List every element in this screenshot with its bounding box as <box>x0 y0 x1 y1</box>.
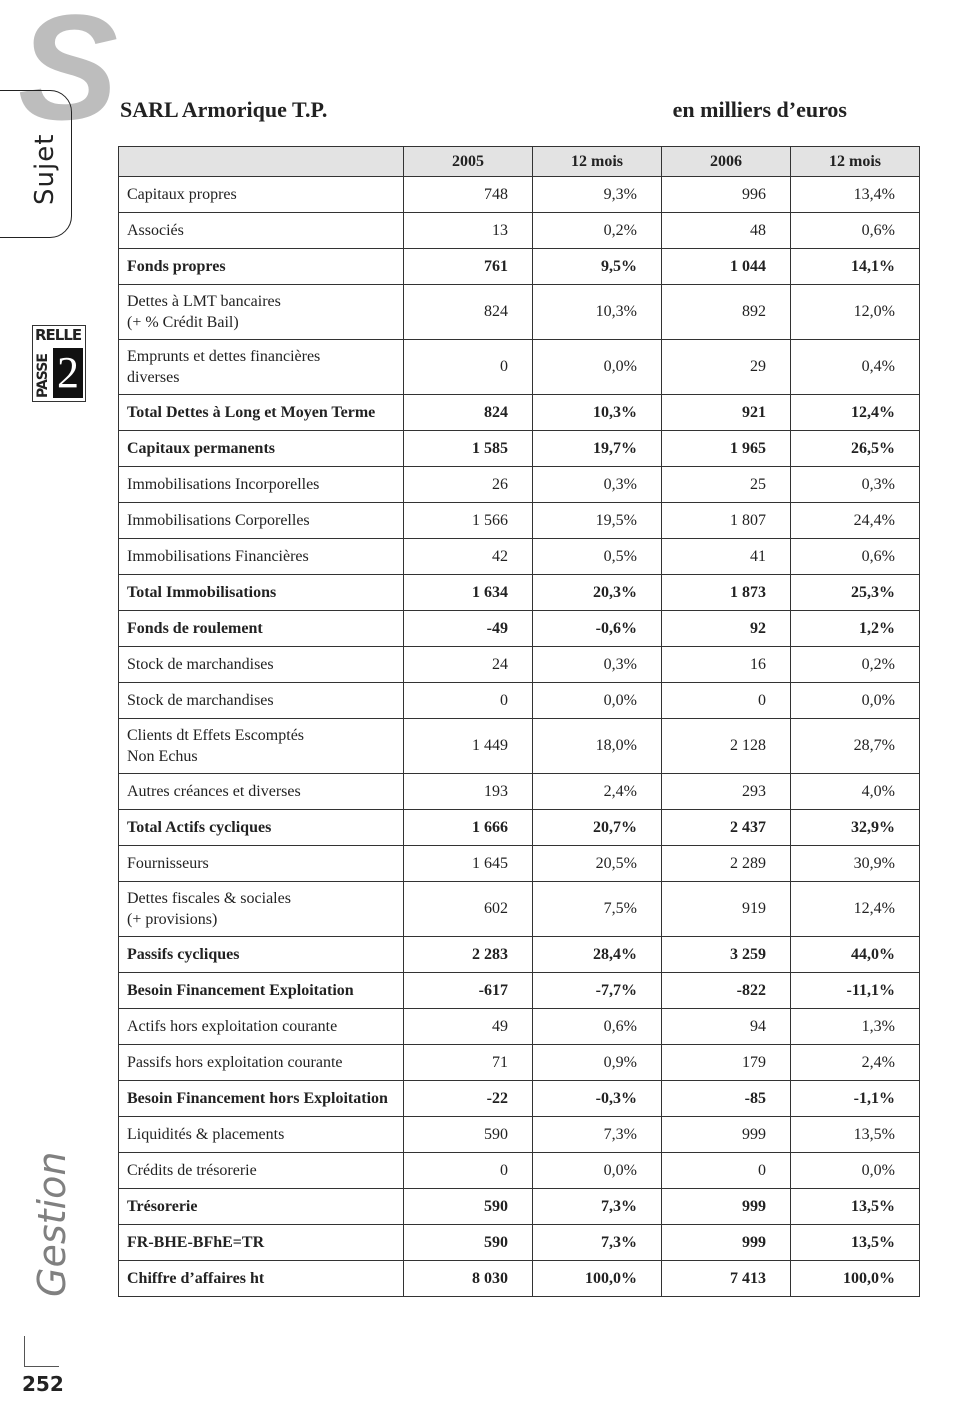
percent-2005: 0,0% <box>533 340 662 395</box>
percent-2005: 0,3% <box>533 647 662 683</box>
value-2006: 1 044 <box>662 249 791 285</box>
row-label-line: Emprunts et dettes financières <box>127 348 321 365</box>
value-2005: -22 <box>404 1081 533 1117</box>
value-2006: 1 807 <box>662 503 791 539</box>
table-row <box>119 774 920 810</box>
percent-2006: 12,4% <box>791 882 920 937</box>
value-2005: 2 283 <box>404 937 533 973</box>
value-2006: 16 <box>662 647 791 683</box>
percent-2006: 0,2% <box>791 647 920 683</box>
table-row <box>119 1081 920 1117</box>
percent-2005: 7,3% <box>533 1189 662 1225</box>
table-row <box>119 213 920 249</box>
subject-label: Gestion <box>30 1151 74 1297</box>
percent-2006: 0,0% <box>791 1153 920 1189</box>
table-row <box>119 937 920 973</box>
page-number: 252 <box>22 1372 64 1396</box>
row-label-line: Fonds propres <box>127 258 226 275</box>
table-row <box>119 1225 920 1261</box>
value-2006: 25 <box>662 467 791 503</box>
column-header: 12 mois <box>791 147 920 177</box>
value-2006: 0 <box>662 1153 791 1189</box>
row-label-line: FR-BHE-BFhE=TR <box>127 1234 265 1251</box>
table-row <box>119 431 920 467</box>
table-row <box>119 467 920 503</box>
row-label <box>119 431 404 467</box>
percent-2005: 20,5% <box>533 846 662 882</box>
percent-2006: -11,1% <box>791 973 920 1009</box>
value-2005: 824 <box>404 285 533 340</box>
percent-2005: 0,0% <box>533 1153 662 1189</box>
percent-2006: 0,6% <box>791 539 920 575</box>
percent-2006: 13,4% <box>791 177 920 213</box>
row-label <box>119 249 404 285</box>
value-2005: 748 <box>404 177 533 213</box>
percent-2005: 100,0% <box>533 1261 662 1297</box>
percent-2005: 0,2% <box>533 213 662 249</box>
percent-2006: 0,4% <box>791 340 920 395</box>
value-2006: 2 289 <box>662 846 791 882</box>
value-2005: 590 <box>404 1225 533 1261</box>
value-2005: 590 <box>404 1117 533 1153</box>
row-label-line: diverses <box>127 369 180 386</box>
row-label-line: Non Echus <box>127 748 198 765</box>
row-label-line: Total Immobilisations <box>127 584 277 601</box>
value-2005: 1 634 <box>404 575 533 611</box>
percent-2005: 18,0% <box>533 719 662 774</box>
table-row <box>119 810 920 846</box>
row-label <box>119 774 404 810</box>
value-2005: -49 <box>404 611 533 647</box>
value-2005: 1 585 <box>404 431 533 467</box>
value-2005: -617 <box>404 973 533 1009</box>
percent-2005: 0,6% <box>533 1009 662 1045</box>
value-2005: 193 <box>404 774 533 810</box>
row-label <box>119 882 404 937</box>
row-label-line: Total Actifs cycliques <box>127 819 272 836</box>
value-2005: 49 <box>404 1009 533 1045</box>
value-2006: 999 <box>662 1117 791 1153</box>
row-label-line: Capitaux permanents <box>127 440 276 457</box>
row-label-line: Capitaux propres <box>127 186 237 203</box>
table-row <box>119 846 920 882</box>
value-2006: 92 <box>662 611 791 647</box>
value-2005: 13 <box>404 213 533 249</box>
row-label-line: Immobilisations Incorporelles <box>127 476 320 493</box>
table-row <box>119 249 920 285</box>
row-label <box>119 937 404 973</box>
table-row <box>119 1189 920 1225</box>
column-header: 2006 <box>662 147 791 177</box>
table-row <box>119 647 920 683</box>
value-2005: 71 <box>404 1045 533 1081</box>
section-letter-s: S <box>18 0 119 151</box>
value-2005: 24 <box>404 647 533 683</box>
percent-2005: 10,3% <box>533 395 662 431</box>
balance-table <box>118 146 920 1297</box>
row-label-line: Chiffre d’affaires ht <box>127 1270 265 1287</box>
value-2006: 0 <box>662 683 791 719</box>
percent-2006: 4,0% <box>791 774 920 810</box>
row-label <box>119 340 404 395</box>
row-label <box>119 503 404 539</box>
badge-number: 2 <box>53 348 83 398</box>
percent-2006: 44,0% <box>791 937 920 973</box>
value-2005: 26 <box>404 467 533 503</box>
table-row <box>119 882 920 937</box>
table-row <box>119 1117 920 1153</box>
passerelle-badge <box>32 325 86 402</box>
percent-2005: 19,5% <box>533 503 662 539</box>
percent-2005: 9,5% <box>533 249 662 285</box>
value-2005: 8 030 <box>404 1261 533 1297</box>
row-label-line: Immobilisations Corporelles <box>127 512 310 529</box>
table-row <box>119 1045 920 1081</box>
percent-2005: -7,7% <box>533 973 662 1009</box>
value-2006: 2 437 <box>662 810 791 846</box>
row-label-line: Clients dt Effets Escomptés <box>127 727 305 744</box>
row-label <box>119 973 404 1009</box>
row-label <box>119 1189 404 1225</box>
row-label-line: Trésorerie <box>127 1198 198 1215</box>
table-row <box>119 683 920 719</box>
row-label <box>119 539 404 575</box>
row-label-line: Fournisseurs <box>127 855 209 872</box>
value-2006: 3 259 <box>662 937 791 973</box>
table-row <box>119 575 920 611</box>
row-label <box>119 683 404 719</box>
row-label <box>119 810 404 846</box>
value-2006: 921 <box>662 395 791 431</box>
percent-2006: 0,6% <box>791 213 920 249</box>
row-label <box>119 1045 404 1081</box>
table-row <box>119 285 920 340</box>
page-title: SARL Armorique T.P. <box>120 97 328 122</box>
percent-2006: 1,2% <box>791 611 920 647</box>
value-2006: 48 <box>662 213 791 249</box>
column-header: 12 mois <box>533 147 662 177</box>
row-label-line: Immobilisations Financières <box>127 548 309 565</box>
value-2005: 0 <box>404 683 533 719</box>
percent-2005: 0,0% <box>533 683 662 719</box>
table-row <box>119 611 920 647</box>
value-2005: 0 <box>404 1153 533 1189</box>
value-2006: 41 <box>662 539 791 575</box>
value-2006: 999 <box>662 1225 791 1261</box>
percent-2005: 9,3% <box>533 177 662 213</box>
percent-2006: 13,5% <box>791 1189 920 1225</box>
value-2005: 1 566 <box>404 503 533 539</box>
value-2005: 761 <box>404 249 533 285</box>
row-label-line: (+ provisions) <box>127 911 218 928</box>
table-row <box>119 719 920 774</box>
percent-2006: -1,1% <box>791 1081 920 1117</box>
column-header: 2005 <box>404 147 533 177</box>
percent-2006: 12,4% <box>791 395 920 431</box>
value-2005: 0 <box>404 340 533 395</box>
table-row <box>119 340 920 395</box>
row-label-line: Actifs hors exploitation courante <box>127 1018 338 1035</box>
percent-2006: 30,9% <box>791 846 920 882</box>
row-label-line: Liquidités & placements <box>127 1126 285 1143</box>
row-label-line: Passifs hors exploitation courante <box>127 1054 343 1071</box>
row-label-line: Crédits de trésorerie <box>127 1162 257 1179</box>
table-row <box>119 1009 920 1045</box>
percent-2006: 0,0% <box>791 683 920 719</box>
value-2005: 602 <box>404 882 533 937</box>
value-2006: 1 965 <box>662 431 791 467</box>
percent-2005: 20,3% <box>533 575 662 611</box>
badge-side: PASSE <box>35 354 51 398</box>
value-2006: 996 <box>662 177 791 213</box>
percent-2006: 24,4% <box>791 503 920 539</box>
value-2006: 293 <box>662 774 791 810</box>
value-2005: 1 645 <box>404 846 533 882</box>
table-row <box>119 1261 920 1297</box>
percent-2006: 28,7% <box>791 719 920 774</box>
value-2006: -822 <box>662 973 791 1009</box>
row-label <box>119 1009 404 1045</box>
column-header <box>119 147 404 177</box>
value-2006: 29 <box>662 340 791 395</box>
row-label <box>119 467 404 503</box>
row-label <box>119 611 404 647</box>
table-row <box>119 395 920 431</box>
percent-2005: 0,5% <box>533 539 662 575</box>
row-label-line: Besoin Financement hors Exploitation <box>127 1090 388 1107</box>
row-label <box>119 285 404 340</box>
row-label-line: (+ % Crédit Bail) <box>127 314 239 331</box>
value-2006: 919 <box>662 882 791 937</box>
badge-top: RELLE <box>35 326 82 344</box>
value-2006: 7 413 <box>662 1261 791 1297</box>
row-label <box>119 1261 404 1297</box>
value-2005: 42 <box>404 539 533 575</box>
row-label <box>119 846 404 882</box>
percent-2005: 7,5% <box>533 882 662 937</box>
table-row <box>119 1153 920 1189</box>
row-label <box>119 647 404 683</box>
percent-2005: 0,9% <box>533 1045 662 1081</box>
value-2006: 1 873 <box>662 575 791 611</box>
row-label-line: Dettes à LMT bancaires <box>127 293 281 310</box>
table-row <box>119 539 920 575</box>
percent-2005: 19,7% <box>533 431 662 467</box>
row-label-line: Besoin Financement Exploitation <box>127 982 354 999</box>
value-2006: 179 <box>662 1045 791 1081</box>
row-label <box>119 395 404 431</box>
percent-2005: -0,6% <box>533 611 662 647</box>
corner-mark <box>24 1336 59 1367</box>
percent-2006: 100,0% <box>791 1261 920 1297</box>
percent-2006: 1,3% <box>791 1009 920 1045</box>
value-2005: 1 449 <box>404 719 533 774</box>
percent-2006: 12,0% <box>791 285 920 340</box>
value-2006: -85 <box>662 1081 791 1117</box>
percent-2005: 28,4% <box>533 937 662 973</box>
table-row <box>119 973 920 1009</box>
percent-2005: 0,3% <box>533 467 662 503</box>
percent-2006: 13,5% <box>791 1225 920 1261</box>
row-label-line: Dettes fiscales & sociales <box>127 890 291 907</box>
value-2006: 2 128 <box>662 719 791 774</box>
table-header <box>119 147 920 177</box>
percent-2005: -0,3% <box>533 1081 662 1117</box>
percent-2006: 2,4% <box>791 1045 920 1081</box>
row-label <box>119 1153 404 1189</box>
value-2006: 94 <box>662 1009 791 1045</box>
row-label <box>119 575 404 611</box>
row-label-line: Fonds de roulement <box>127 620 263 637</box>
row-label-line: Passifs cycliques <box>127 946 240 963</box>
percent-2005: 7,3% <box>533 1117 662 1153</box>
percent-2006: 0,3% <box>791 467 920 503</box>
percent-2005: 7,3% <box>533 1225 662 1261</box>
value-2006: 999 <box>662 1189 791 1225</box>
row-label-line: Stock de marchandises <box>127 692 274 709</box>
row-label-line: Stock de marchandises <box>127 656 274 673</box>
row-label-line: Associés <box>127 222 184 239</box>
row-label-line: Autres créances et diverses <box>127 783 301 800</box>
value-2005: 1 666 <box>404 810 533 846</box>
table-row <box>119 503 920 539</box>
percent-2006: 14,1% <box>791 249 920 285</box>
row-label <box>119 719 404 774</box>
row-label-line: Total Dettes à Long et Moyen Terme <box>127 404 376 421</box>
percent-2006: 26,5% <box>791 431 920 467</box>
table-row <box>119 177 920 213</box>
percent-2005: 20,7% <box>533 810 662 846</box>
percent-2006: 13,5% <box>791 1117 920 1153</box>
percent-2005: 2,4% <box>533 774 662 810</box>
unit-label: en milliers d’euros <box>672 97 847 122</box>
percent-2006: 25,3% <box>791 575 920 611</box>
section-label: Sujet <box>30 133 60 205</box>
row-label <box>119 1225 404 1261</box>
percent-2006: 32,9% <box>791 810 920 846</box>
row-label <box>119 213 404 249</box>
row-label <box>119 177 404 213</box>
row-label <box>119 1117 404 1153</box>
value-2005: 590 <box>404 1189 533 1225</box>
value-2006: 892 <box>662 285 791 340</box>
percent-2005: 10,3% <box>533 285 662 340</box>
value-2005: 824 <box>404 395 533 431</box>
row-label <box>119 1081 404 1117</box>
